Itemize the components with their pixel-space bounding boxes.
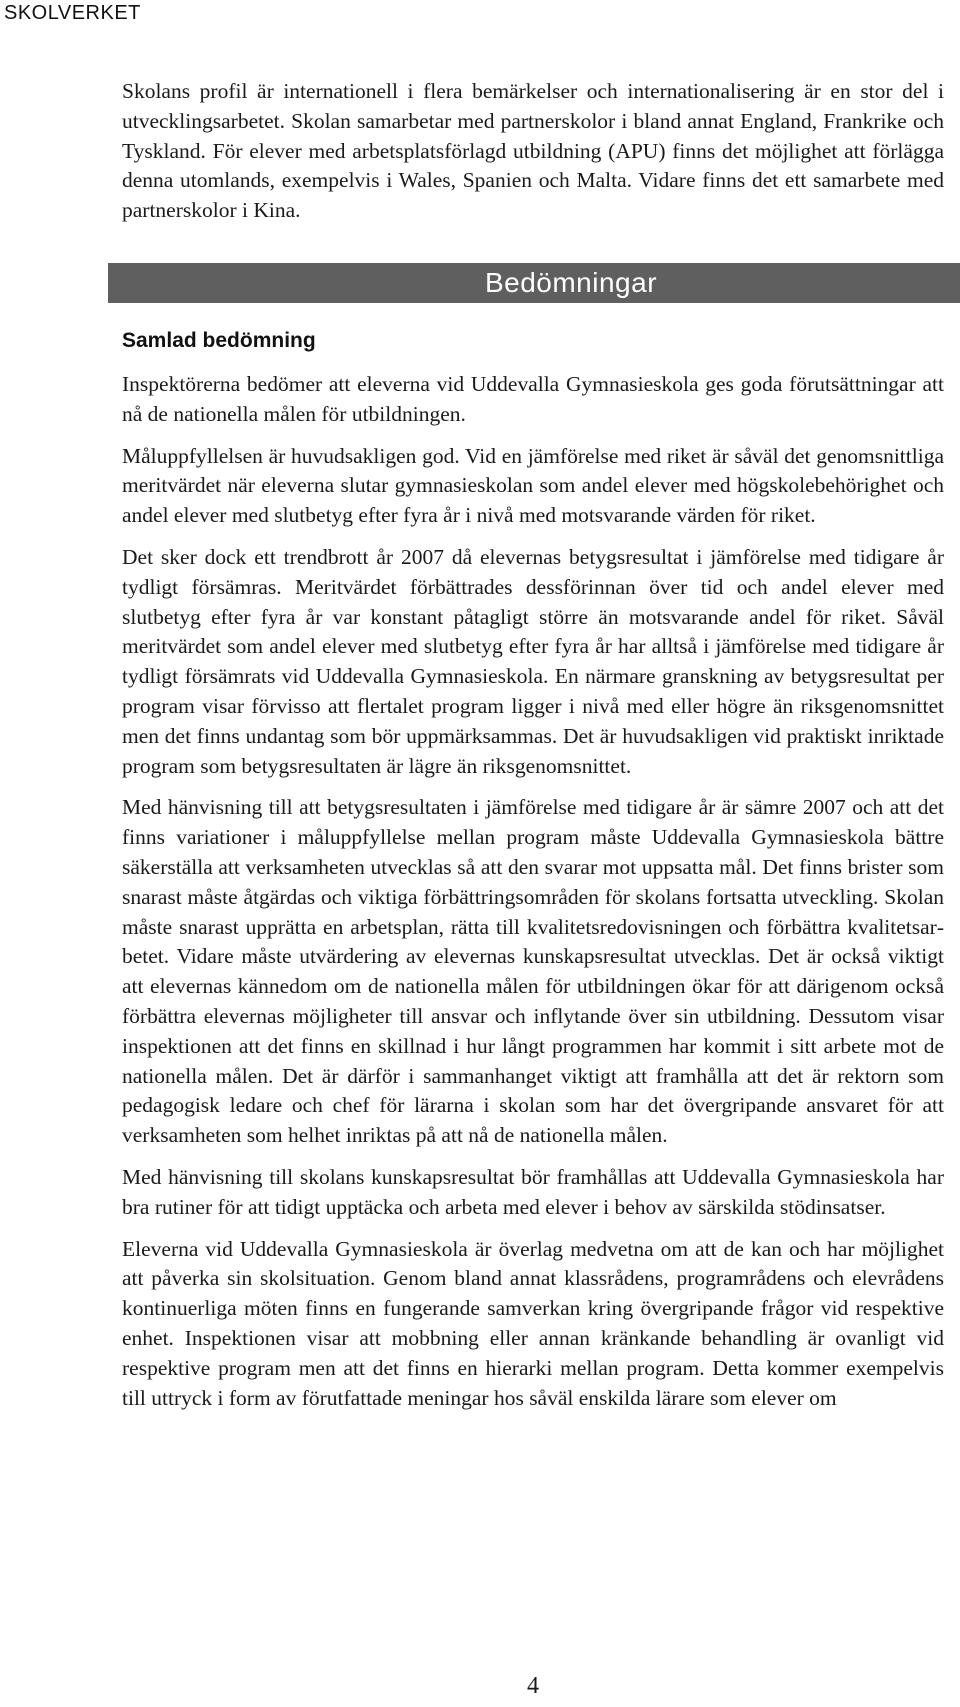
- assessment-body: [122, 370, 944, 1425]
- paragraph: Skolans profil är internationell i flera bemärkelser och internationalisering är en stor del i utvecklingsarbetet. Skolan samarbetar med partnerskolor i bland annat England, Frankrike och Tyskland. För elever med arbetsplatsförlagd utbildning (APU) finns det möjlighet att förlägga denna utomlands, exempelvis i Wales, Spanien och Malta. Vidare finns det ett samarbete med partnerskolor i Kina.: [122, 79, 944, 223]
- header-label: SKOLVERKET: [4, 2, 141, 24]
- section-title: Bedömningar: [484, 267, 658, 298]
- paragraph: Måluppfyllelsen är huvudsakligen god. Vid en jämförelse med riket är såväl det genomsnittliga meritvärdet när eleverna slutar gymnasieskolan som andel elever med högskolebehörighet och andel elever med slutbetyg efter fyra år i nivå med motsvarande värden för riket.: [122, 443, 944, 528]
- page-number: 4: [527, 1673, 539, 1699]
- paragraph: Inspektörerna bedömer att eleverna vid Uddevalla Gymnasieskola ges goda förutsättningar att nå de nationella målen för utbildningen.: [122, 372, 944, 426]
- paragraph: Eleverna vid Uddevalla Gymnasieskola är överlag medvetna om att de kan och har möjlighet att påverka sin skolsituation. Genom bland annat klassrådens, programrådens och elevrådens kontinuerliga möten finns en fungerande samverkan kring övergripande frågor vid respektive enhet. Inspektionen visar att mobbning eller annan kränkande behandling är ovanligt vid respektive program men att det finns en hierarki mellan program. Detta kommer exempelvis till uttryck i form av förutfattade meningar hos såväl enskilda lärare som elever om: [122, 1236, 944, 1410]
- intro-text: [122, 77, 944, 226]
- section-heading-bar: [108, 263, 960, 303]
- paragraph: Med hänvisning till skolans kunskapsresultat bör framhållas att Uddevalla Gymnasieskola har bra rutiner för att tidigt upptäcka och arbeta med elever i behov av särskilda stödinsatser.: [122, 1164, 944, 1219]
- paragraph: Med hänvisning till att betygsresultaten i jämförelse med tidigare år är sämre 2007 och att det finns variationer i måluppfyllelse mellan program måste Uddevalla Gymnasieskola bättre säkerställa att verksamheten utvecklas så att den svarar mot uppsatta mål. Det finns brister som snarast måste åtgärdas och viktiga förbättringsområden för skolans fortsatta utveckling. Skolan måste snarast upprätta en arbetsplan, rätta till kvalitetsredovisningen och förbättra kvalitetsarbetet. Vidare måste utvärdering av elevernas kunskapsresultat utvecklas. Det är också viktigt att elevernas kännedom om de nationella målen för utbildningen ökar för att därigenom också förbättra elevernas möjligheter till ansvar och inflytande över sin utbildning. Dessutom visar inspektionen att det finns en skillnad i hur långt programmen har kommit i sitt arbete mot de nationella målen. Det är därför i sammanhanget viktigt att framhålla att det är rektorn som pedagogisk ledare och chef för lärarna i skolan som har det övergripande ansvaret för att verksamheten som helhet inriktas på att nå de nationella målen.: [122, 795, 944, 1148]
- subheading: Samlad bedömning: [122, 329, 316, 352]
- paragraph: Det sker dock ett trendbrott år 2007 då elevernas betygsresultat i jämförelse med tidigare år tydligt försämras. Meritvärdet förbättrades dessförinnan över tid och andel elever med slutbetyg efter fyra år var konstant påtagligt större än motsvarande andel för riket. Såväl meritvärdet som andel elever med slutbetyg efter fyra år har alltså i jämförelse med tidigare år tydligt försämrats vid Uddevalla Gymnasieskola. En närmare granskning av betygsresultat per program visar förvisso att flertalet program ligger i nivå med eller högre än riksgenomsnittet men det finns undantag som bör uppmärksammas. Det är huvudsakligen vid praktiskt inriktade program som betygsresultaten är lägre än riksgenomsnittet.: [122, 544, 944, 778]
